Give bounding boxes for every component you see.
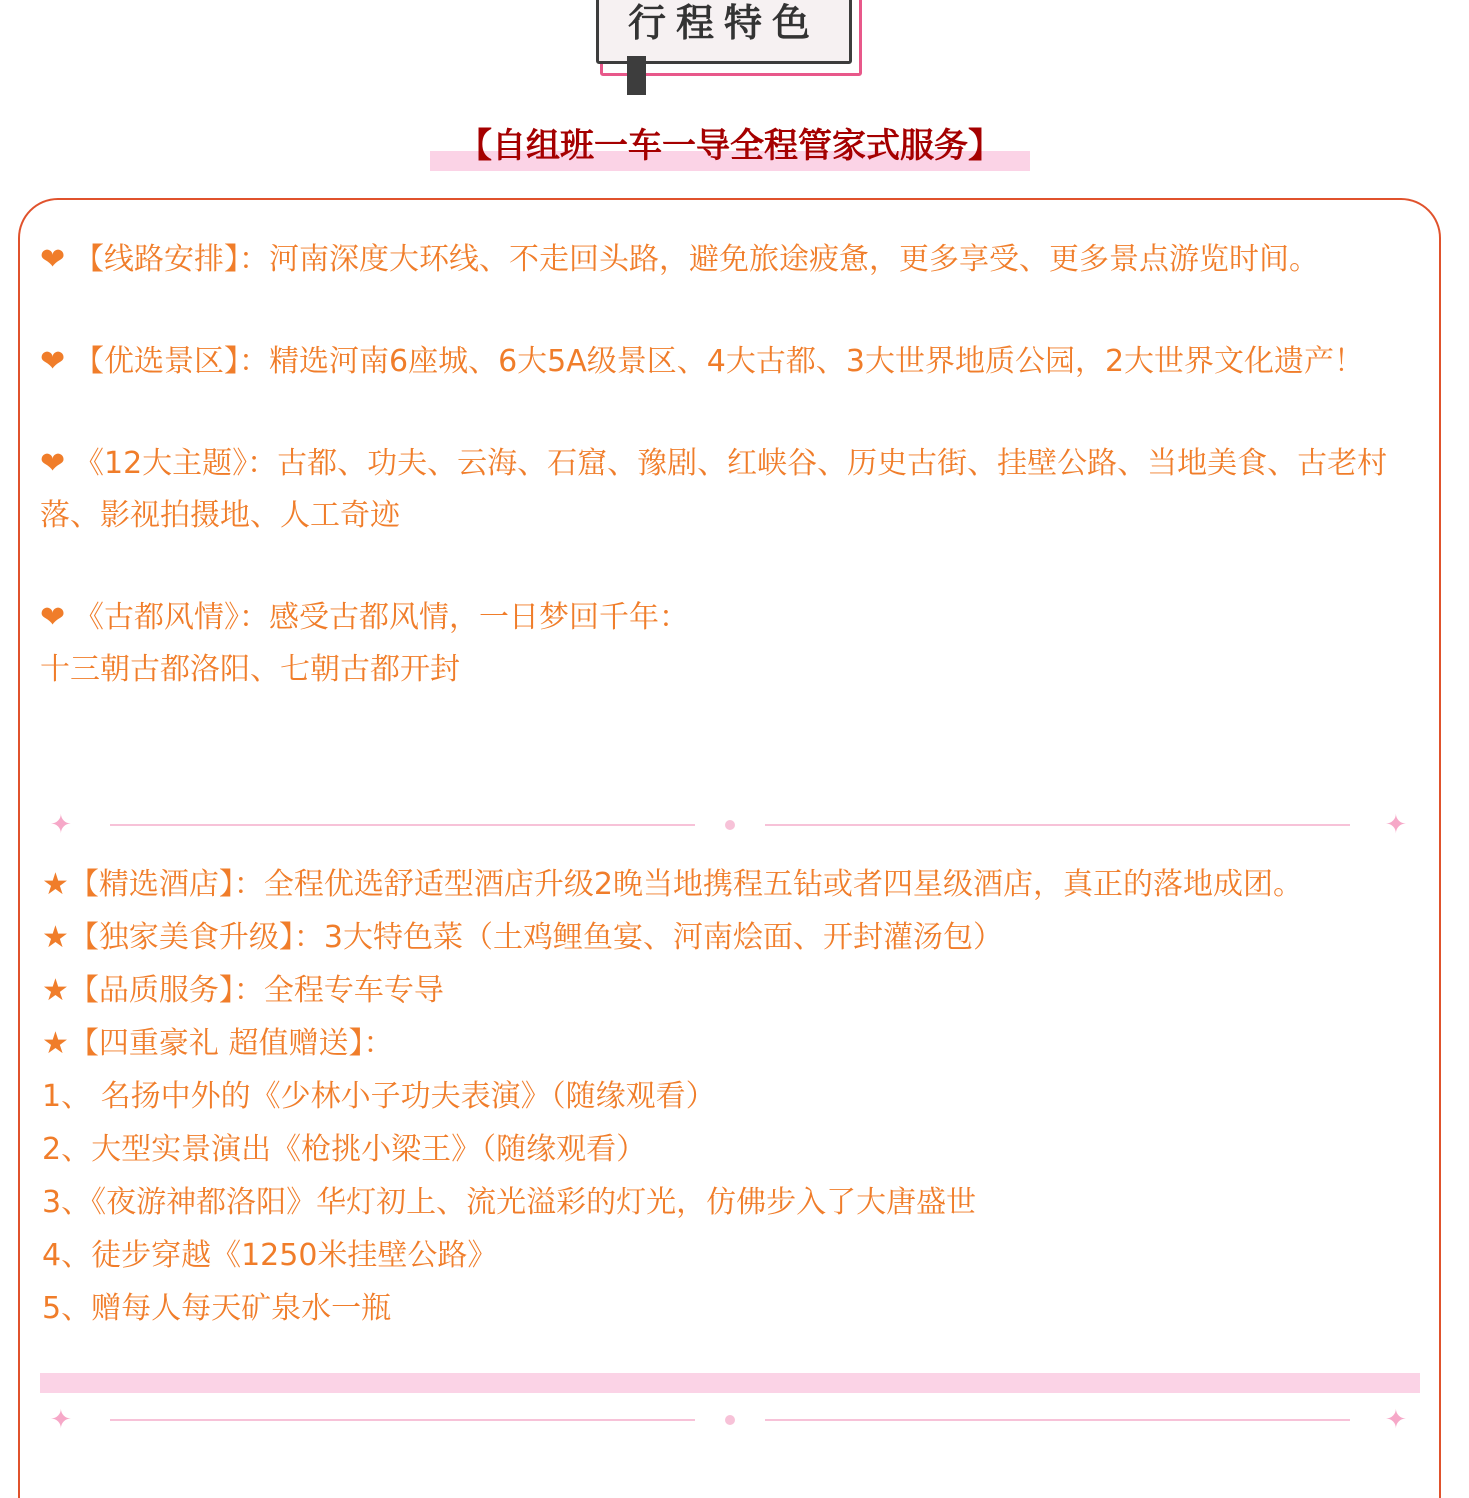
star-icon: ★ — [42, 1026, 69, 1061]
feature-item — [40, 234, 1420, 286]
feature-text: 《12大主题》：古都、功夫、云海、石窟、豫剧、红峡谷、历史古街、挂壁公路、当地美食、古老村落、影视拍摄地、人工奇迹 — [40, 446, 1388, 533]
sparkle-icon: ✦ — [1385, 810, 1407, 840]
page-title: 行程特色 — [627, 1, 820, 45]
divider-line — [110, 1419, 695, 1421]
feature-item — [40, 438, 1420, 542]
sparkle-icon: ✦ — [1385, 1405, 1407, 1435]
heart-icon: ❤ — [40, 344, 66, 379]
highlight-item — [42, 858, 1422, 911]
subtitle: 【自组班一车一导全程管家式服务】 — [458, 126, 1002, 166]
star-icon: ★ — [42, 867, 69, 902]
gift-item: 4、徒步穿越《1250米挂壁公路》 — [42, 1238, 498, 1273]
heart-icon: ❤ — [40, 242, 66, 277]
sparkle-icon: ✦ — [50, 1405, 72, 1435]
gift-item: 3、《夜游神都洛阳》华灯初上、流光溢彩的灯光，仿佛步入了大唐盛世 — [42, 1185, 977, 1220]
divider-line — [765, 824, 1350, 826]
divider-dot — [725, 1415, 735, 1425]
highlight-item — [42, 911, 1422, 964]
sparkle-icon: ✦ — [50, 810, 72, 840]
divider-line — [765, 1419, 1350, 1421]
divider-line — [110, 824, 695, 826]
feature-text-line2: 十三朝古都洛阳、七朝古都开封 — [40, 652, 460, 687]
title-badge — [596, 0, 852, 64]
highlight-text: 【独家美食升级】：3大特色菜（土鸡鲤鱼宴、河南烩面、开封灌汤包） — [68, 920, 1003, 955]
star-icon: ★ — [42, 920, 69, 955]
highlight-text: 【四重豪礼 超值赠送】： — [68, 1026, 394, 1061]
highlight-item — [42, 964, 1422, 1017]
feature-text: 【线路安排】：河南深度大环线、不走回头路，避免旅途疲惫，更多享受、更多景点游览时间。 — [74, 242, 1319, 277]
gift-item: 5、赠每人每天矿泉水一瓶 — [42, 1291, 392, 1326]
features-list — [40, 234, 1420, 696]
highlight-text: 【精选酒店】：全程优选舒适型酒店升级2晚当地携程五钻或者四星级酒店，真正的落地成团。 — [68, 867, 1303, 902]
feature-text: 《古都风情》：感受古都风情，一日梦回千年： — [74, 600, 689, 635]
highlights-list — [42, 858, 1422, 1335]
heart-icon: ❤ — [40, 446, 66, 481]
gift-item: 2、大型实景演出《枪挑小梁王》（随缘观看） — [42, 1132, 647, 1167]
highlight-item — [42, 1017, 1422, 1070]
star-icon: ★ — [42, 973, 69, 1008]
highlight-text: 【品质服务】：全程专车专导 — [68, 973, 444, 1008]
feature-text: 【优选景区】：精选河南6座城、6大5A级景区、4大古都、3大世界地质公园，2大世界文化遗产！ — [74, 344, 1365, 379]
feature-item — [40, 592, 1420, 696]
divider-dot — [725, 820, 735, 830]
divider — [40, 810, 1420, 840]
heart-icon: ❤ — [40, 600, 66, 635]
feature-item — [40, 336, 1420, 388]
divider — [40, 1405, 1420, 1435]
title-peg — [627, 56, 646, 95]
bottom-highlight — [40, 1373, 1420, 1393]
gift-item: 1、 名扬中外的《少林小子功夫表演》（随缘观看） — [42, 1079, 716, 1114]
